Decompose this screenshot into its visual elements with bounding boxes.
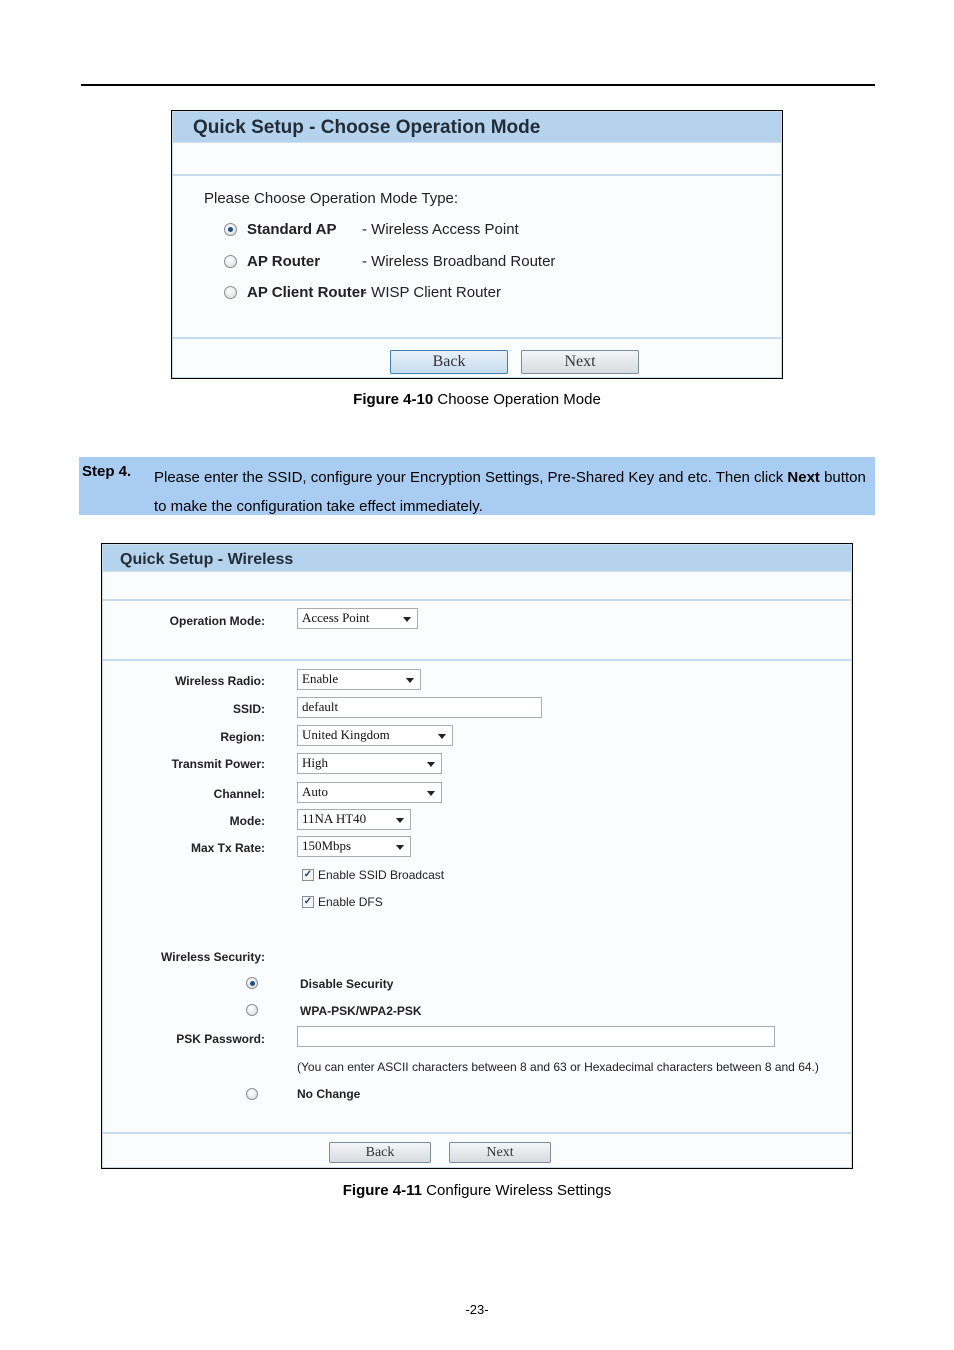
radio-wpa-psk[interactable]: [246, 1004, 258, 1016]
step-text-before: Please enter the SSID, configure your Encryption Settings, Pre-Shared Key and etc. Then click: [154, 469, 788, 486]
operation-mode-label: Operation Mode:: [169, 614, 265, 628]
option-label-ap-router: AP Router: [247, 253, 321, 270]
wireless-security-label: Wireless Security:: [161, 950, 265, 964]
separator: [103, 1132, 851, 1134]
radio-standard-ap[interactable]: [224, 223, 237, 236]
figure-caption-4-10: [0, 391, 954, 408]
separator: [173, 174, 781, 176]
operation-mode-prompt: Please Choose Operation Mode Type:: [204, 190, 459, 207]
mode-value: 11NA HT40: [302, 811, 367, 826]
max-tx-rate-value: 150Mbps: [302, 838, 352, 853]
option-desc-standard-ap: - Wireless Access Point: [362, 221, 519, 238]
mode-label: Mode:: [229, 814, 265, 828]
panel-body: [172, 111, 782, 378]
no-change-label: No Change: [297, 1087, 361, 1101]
psk-password-label: PSK Password:: [176, 1032, 265, 1046]
wireless-radio-value: Enable: [302, 671, 339, 686]
figure-caption-4-11: [0, 1182, 954, 1199]
next-button[interactable]: Next: [449, 1142, 551, 1163]
back-button[interactable]: Back: [390, 350, 508, 374]
operation-mode-select[interactable]: [297, 608, 418, 629]
chevron-down-icon: [403, 617, 411, 622]
chevron-down-icon: [438, 734, 446, 739]
ssid-input[interactable]: default: [297, 697, 542, 718]
transmit-power-value: High: [302, 755, 328, 770]
radio-no-change[interactable]: [246, 1088, 258, 1100]
choose-operation-mode-panel: [171, 110, 783, 379]
chevron-down-icon: [406, 678, 414, 683]
caption-number: Figure 4-10: [353, 391, 434, 408]
separator: [103, 659, 851, 661]
wpa-psk-label: WPA-PSK/WPA2-PSK: [300, 1004, 422, 1018]
wireless-radio-select[interactable]: [297, 669, 421, 690]
radio-ap-client-router[interactable]: [224, 286, 237, 299]
max-tx-rate-select[interactable]: [297, 836, 411, 857]
panel-title-bar: [103, 545, 851, 572]
transmit-power-select[interactable]: [297, 753, 442, 774]
region-select[interactable]: [297, 725, 453, 746]
panel-title: Quick Setup - Wireless: [120, 551, 294, 568]
enable-dfs-label: Enable DFS: [318, 895, 383, 909]
psk-password-input[interactable]: [297, 1026, 775, 1047]
panel-title: Quick Setup - Choose Operation Mode: [193, 117, 541, 138]
page-number: -23-: [465, 1302, 489, 1317]
wireless-radio-label: Wireless Radio:: [175, 674, 265, 688]
enable-dfs-checkbox[interactable]: ✓: [303, 896, 313, 907]
operation-mode-value: Access Point: [302, 610, 370, 625]
separator: [103, 599, 851, 601]
enable-ssid-broadcast-checkbox[interactable]: ✓: [303, 869, 313, 880]
max-tx-rate-label: Max Tx Rate:: [190, 841, 265, 855]
panel-title-bar: [173, 112, 781, 143]
chevron-down-icon: [396, 845, 404, 850]
radio-disable-security[interactable]: [246, 977, 258, 989]
radio-ap-router[interactable]: [224, 255, 237, 268]
caption-text: Choose Operation Mode: [437, 391, 601, 408]
panel-body: [102, 544, 852, 1168]
enable-ssid-broadcast-label: Enable SSID Broadcast: [318, 868, 445, 882]
option-label-standard-ap: Standard AP: [247, 221, 337, 238]
psk-password-note: (You can enter ASCII characters between 8 and 63 or Hexadecimal characters between 8 and 64.): [297, 1060, 819, 1074]
ssid-label: SSID:: [232, 702, 265, 716]
channel-value: Auto: [302, 784, 328, 799]
option-label-ap-client-router: AP Client Router: [247, 284, 366, 301]
chevron-down-icon: [427, 791, 435, 796]
next-button[interactable]: Next: [521, 350, 639, 374]
option-desc-ap-client-router: - WISP Client Router: [362, 284, 501, 301]
step-label: Step 4.: [82, 463, 132, 480]
option-desc-ap-router: - Wireless Broadband Router: [362, 253, 556, 270]
caption-number: Figure 4-11: [342, 1182, 422, 1199]
quick-setup-wireless-panel: [101, 543, 853, 1169]
caption-text: Configure Wireless Settings: [426, 1182, 612, 1199]
back-button[interactable]: Back: [329, 1142, 431, 1163]
region-value: United Kingdom: [302, 727, 390, 742]
step-text-after: button to make the configuration take effect immediately.: [154, 469, 866, 515]
chevron-down-icon: [396, 818, 404, 823]
chevron-down-icon: [427, 762, 435, 767]
header-rule: [81, 84, 875, 86]
separator: [173, 337, 781, 339]
transmit-power-label: Transmit Power:: [171, 757, 265, 771]
mode-select[interactable]: [297, 809, 411, 830]
channel-select[interactable]: [297, 782, 442, 803]
step-text-bold: Next: [787, 469, 820, 486]
step-text: [154, 463, 874, 521]
region-label: Region:: [220, 730, 265, 744]
channel-label: Channel:: [213, 787, 265, 801]
disable-security-label: Disable Security: [300, 977, 394, 991]
